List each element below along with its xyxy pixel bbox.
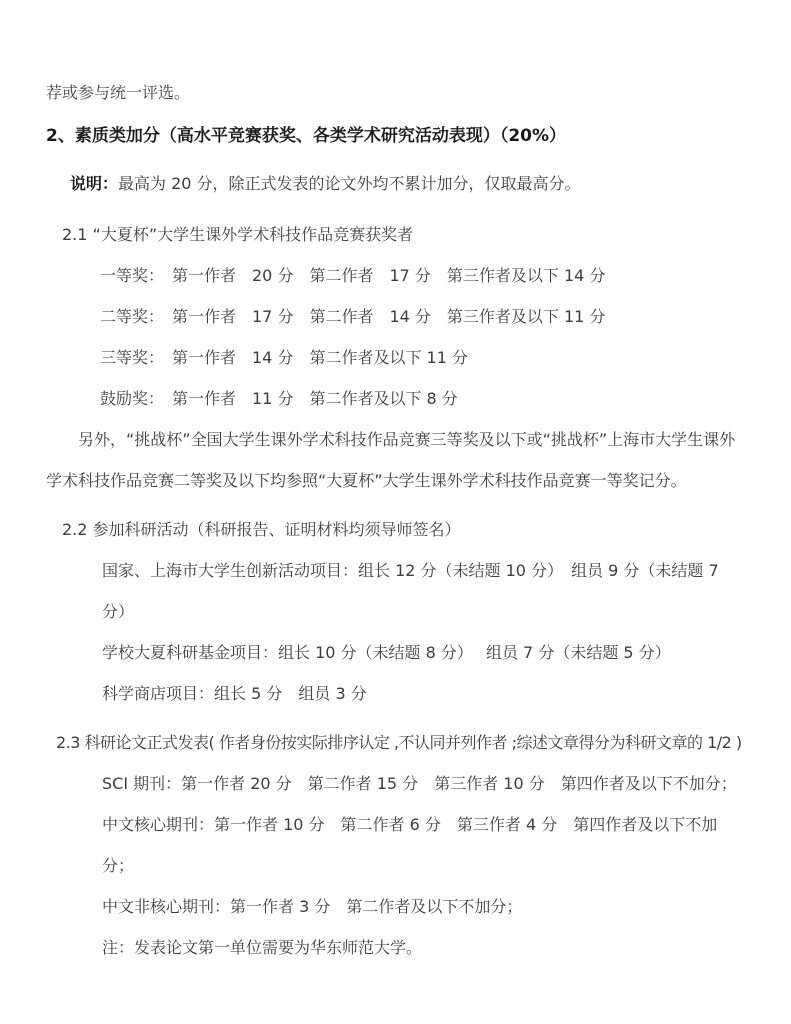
award-line-encouragement-prize: 鼓励奖： 第一作者 11 分 第二作者及以下 8 分	[100, 389, 458, 408]
note-paragraph	[70, 163, 746, 204]
intro-paragraph: 荐或参与统一评选。	[46, 83, 191, 102]
note-text: 最高为 20 分，除正式发表的论文外均不累计加分，仅取最高分。	[118, 174, 581, 193]
note-label: 说明：	[70, 174, 119, 193]
journal-publication-note: 注：发表论文第一单位需要为华东师范大学。	[102, 938, 423, 957]
subsection-2-1-title: 2.1 “大夏杯”大学生课外学术科技作品竞赛获奖者	[62, 225, 414, 244]
subsection-2-3-title: 2.3 科研论文正式发表( 作者身份按实际排序认定 ,不认同并列作者 ;综述文章得分为科研文章的 1/2 )	[56, 733, 742, 752]
research-item-science-shop-project: 科学商店项目：组长 5 分 组员 3 分	[102, 684, 367, 703]
research-item-school-fund-project: 学校大夏科研基金项目：组长 10 分（未结题 8 分） 组员 7 分（未结题 5 分）	[102, 643, 671, 662]
journal-item-chinese-core: 中文核心期刊：第一作者 10 分 第二作者 6 分 第三作者 4 分 第四作者及以下不加分；	[102, 815, 718, 875]
subsection-2-2-title: 2.2 参加科研活动（科研报告、证明材料均须导师签名）	[62, 520, 461, 539]
additional-note-paragraph: 另外，“挑战杯”全国大学生课外学术科技作品竞赛三等奖及以下或“挑战杯”上海市大学生课外学术科技作品竞赛二等奖及以下均参照“大夏杯”大学生课外学术科技作品竞赛一等奖记分。	[46, 430, 736, 490]
award-line-third-prize: 三等奖： 第一作者 14 分 第二作者及以下 11 分	[100, 348, 468, 367]
award-line-second-prize: 二等奖： 第一作者 17 分 第二作者 14 分 第三作者及以下 11 分	[100, 307, 606, 326]
award-line-first-prize: 一等奖： 第一作者 20 分 第二作者 17 分 第三作者及以下 14 分	[100, 266, 606, 285]
section-2-heading: 2、素质类加分（高水平竞赛获奖、各类学术研究活动表现）（20%）	[46, 126, 567, 146]
journal-item-chinese-non-core: 中文非核心期刊：第一作者 3 分 第二作者及以下不加分；	[102, 897, 523, 916]
journal-item-sci: SCI 期刊：第一作者 20 分 第二作者 15 分 第三作者 10 分 第四作者及以下不加分；	[102, 774, 737, 793]
research-item-national-project: 国家、上海市大学生创新活动项目：组长 12 分（未结题 10 分） 组员 9 分（未结题 7 分）	[102, 561, 724, 621]
